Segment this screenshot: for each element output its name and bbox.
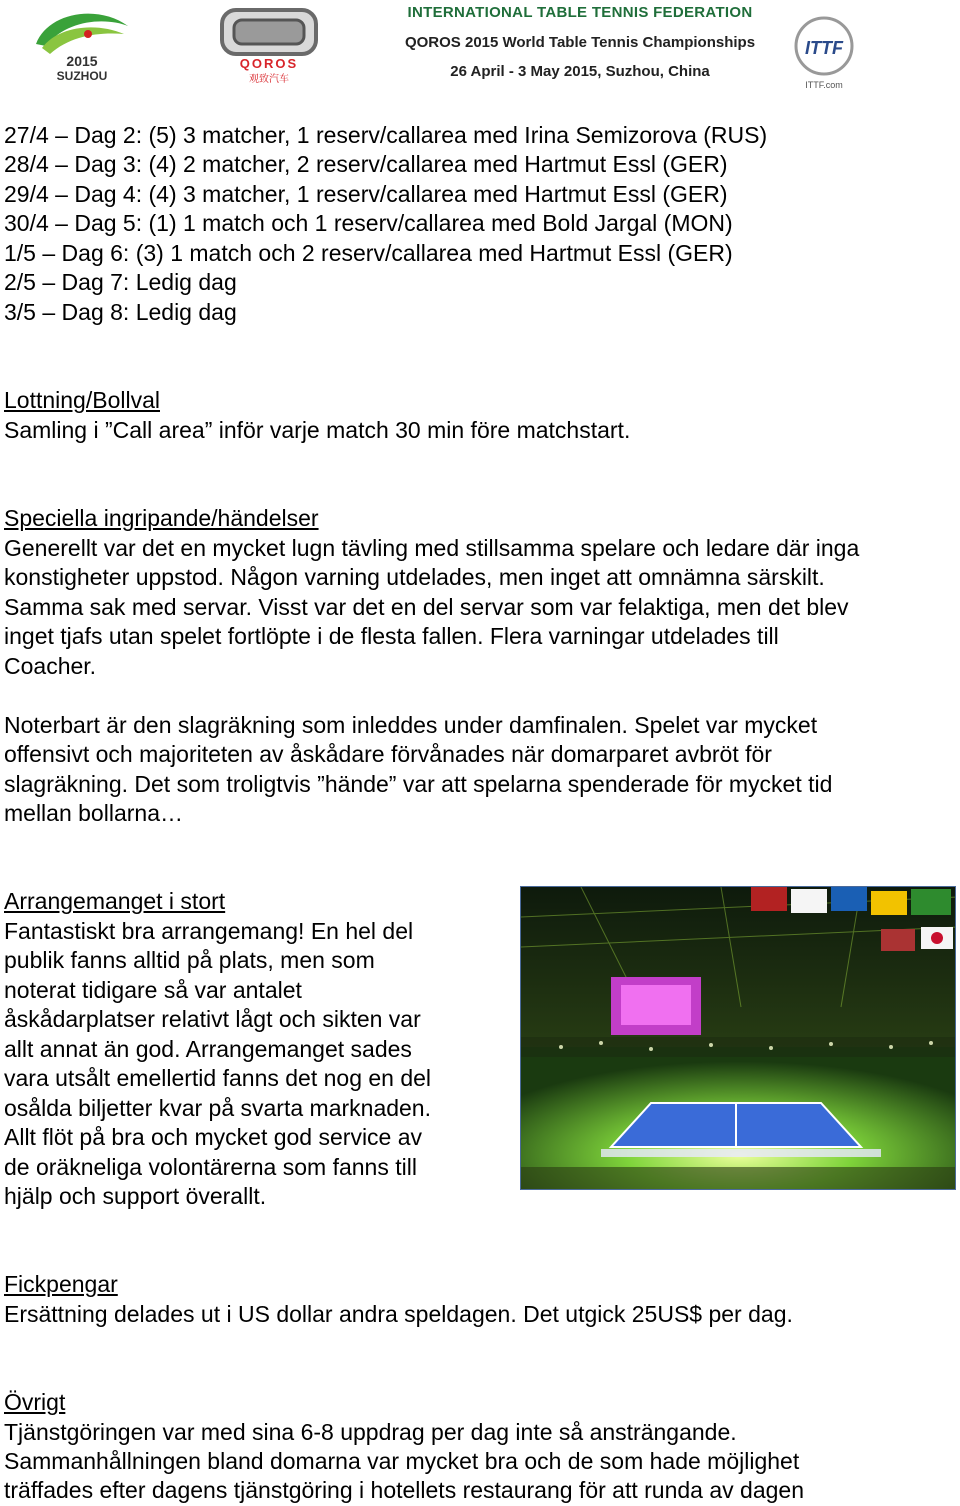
schedule-line: 30/4 – Dag 5: (1) 1 match och 1 reserv/callarea med Bold Jargal (MON) (4, 210, 733, 236)
suzhou-2015-logo (28, 4, 138, 92)
svg-text:ITTF.com: ITTF.com (805, 80, 843, 90)
schedule-line: 2/5 – Dag 7: Ledig dag (4, 269, 237, 295)
speciella-text: konstigheter uppstod. Någon varning utdelades, men inget att omnämna särskilt. (4, 564, 825, 590)
ovrigt-heading: Övrigt (4, 1389, 66, 1415)
ittf-logo (790, 10, 858, 92)
schedule-line: 3/5 – Dag 8: Ledig dag (4, 299, 237, 325)
fickpengar-heading: Fickpengar (4, 1271, 118, 1297)
speciella-text: offensivt och majoriteten av åskådare förvånades när domarparet avbröt för (4, 741, 772, 767)
arena-illustration (521, 887, 956, 1190)
arrangemang-text: åskådarplatser relativt lågt och sikten var (4, 1006, 421, 1032)
ovrigt-text: Sammanhållningen bland domarna var mycket bra och de som hade möjlighet (4, 1448, 800, 1474)
lottning-heading: Lottning/Bollval (4, 387, 160, 413)
fickpengar-text: Ersättning delades ut i US dollar andra speldagen. Det utgick 25US$ per dag. (4, 1301, 793, 1327)
event-name: QOROS 2015 World Table Tennis Championships (404, 34, 756, 51)
lottning-text: Samling i ”Call area” inför varje match 30 min före matchstart. (4, 417, 631, 443)
event-title-block (370, 4, 790, 80)
schedule-line: 28/4 – Dag 3: (4) 2 matcher, 2 reserv/callarea med Hartmut Essl (GER) (4, 151, 728, 177)
arrangemang-heading: Arrangemanget i stort (4, 888, 226, 914)
ovrigt-text: träffades efter dagens tjänstgöring i hotellets restaurang för att runda av dagen (4, 1477, 804, 1503)
arrangemang-text: vara utsålt emellertid fanns det nog en del (4, 1065, 432, 1091)
arrangemang-text: hjälp och support överallt. (4, 1183, 267, 1209)
arrangemang-text: publik fanns alltid på plats, men som (4, 947, 375, 973)
ovrigt-text: Tjänstgöringen var med sina 6-8 uppdrag per dag inte så ansträngande. (4, 1419, 737, 1445)
svg-text:2015: 2015 (66, 53, 98, 69)
schedule-line: 29/4 – Dag 4: (4) 3 matcher, 1 reserv/callarea med Hartmut Essl (GER) (4, 181, 728, 207)
arrangemang-text: Allt flöt på bra och mycket god service av (4, 1124, 423, 1150)
arrangemang-text: noterat tidigare så var antalet (4, 977, 302, 1003)
svg-text:SUZHOU: SUZHOU (56, 69, 108, 83)
speciella-text: inget tjafs utan spelet fortlöpte i de flesta fallen. Flera varningar utdelades till (4, 623, 779, 649)
schedule-line: 1/5 – Dag 6: (3) 1 match och 2 reserv/callarea med Hartmut Essl (GER) (4, 240, 733, 266)
svg-text:ITTF: ITTF (805, 38, 843, 58)
speciella-text: slagräkning. Det som troligtvis ”hände” var att spelarna spenderade för mycket tid (4, 771, 833, 797)
arena-photo (520, 886, 956, 1190)
speciella-text: Noterbart är den slagräkning som inleddes under damfinalen. Spelet var mycket (4, 712, 818, 738)
speciella-text: mellan bollarna… (4, 800, 183, 826)
arrangemang-text: Fantastiskt bra arrangemang! En hel del (4, 918, 414, 944)
arrangemang-text: de oräkneliga volontärerna som fanns till (4, 1154, 417, 1180)
speciella-text: Generellt var det en mycket lugn tävling med stillsamma spelare och ledare där inga (4, 535, 860, 561)
org-name: INTERNATIONAL TABLE TENNIS FEDERATION (407, 4, 753, 21)
schedule-line: 27/4 – Dag 2: (5) 3 matcher, 1 reserv/callarea med Irina Semizorova (RUS) (4, 122, 768, 148)
speciella-text: Samma sak med servar. Visst var det en del servar som var felaktiga, men det blev (4, 594, 849, 620)
arrangemang-text: osålda biljetter kvar på svarta marknaden. (4, 1095, 431, 1121)
arrangemang-text: allt annat än god. Arrangemanget sades (4, 1036, 412, 1062)
speciella-text: Coacher. (4, 653, 97, 679)
svg-text:观致汽车: 观致汽车 (249, 74, 289, 85)
page-header (0, 0, 960, 100)
event-dates: 26 April - 3 May 2015, Suzhou, China (450, 63, 710, 80)
qoros-logo (214, 6, 324, 86)
speciella-heading: Speciella ingripande/händelser (4, 505, 319, 531)
svg-text:QOROS: QOROS (239, 56, 299, 71)
